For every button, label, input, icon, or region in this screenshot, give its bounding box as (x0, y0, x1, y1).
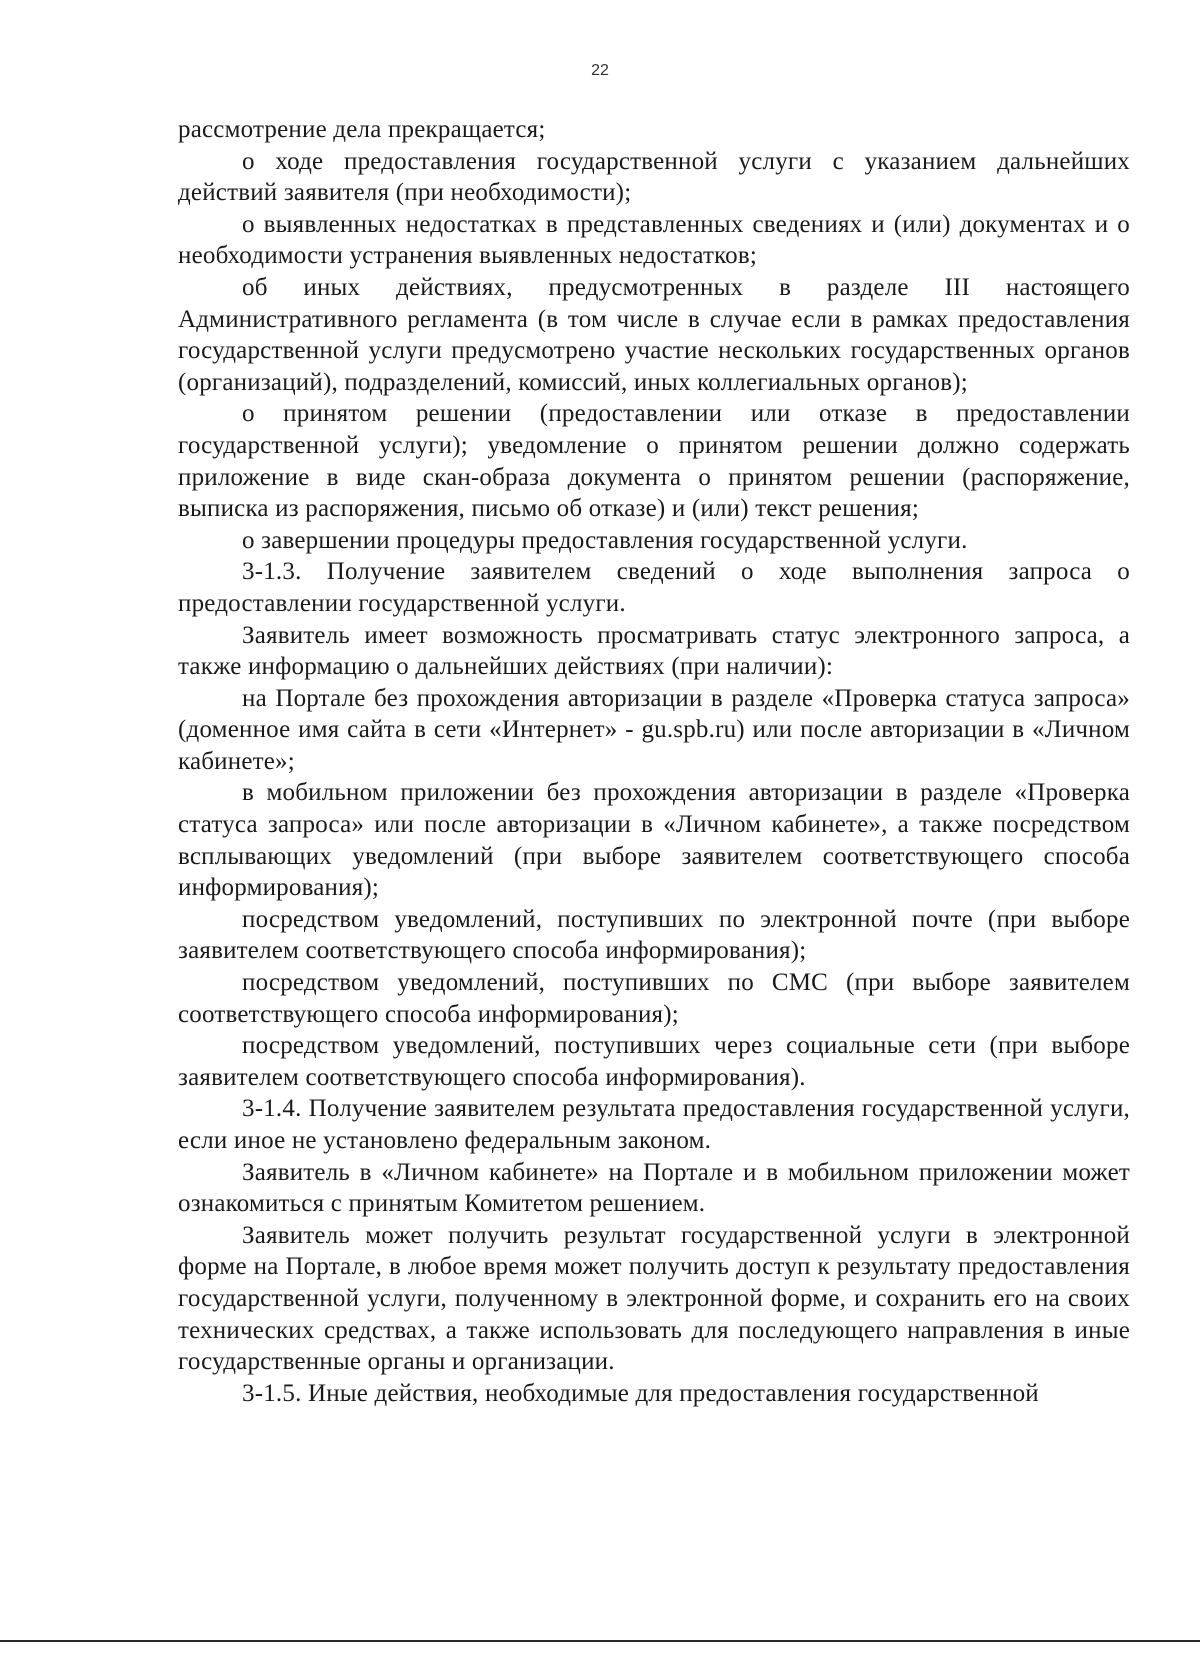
paragraph-17: 3-1.5. Иные действия, необходимые для предоставления государственной (242, 1379, 1039, 1407)
paragraph-6: о завершении процедуры предоставления государственной услуги. (242, 526, 968, 554)
paragraph-7: 3-1.3. Получение заявителем сведений о ходе выполнения запроса о предоставлении государственной услуги. (178, 558, 1130, 617)
paragraph-8: Заявитель имеет возможность просматривать статус электронного запроса, а также информацию о дальнейших действиях (при наличии): (178, 621, 1130, 681)
paragraph-16: Заявитель может получить результат государственной услуги в электронной форме на Портале, в любое время может получить доступ к результату предоставления государственной услуги, полученному в электронной форме, и сохранить его на своих технических средствах, а также использовать для последующего направления в иные государственные органы и организации. (178, 1221, 1130, 1376)
paragraph-4: об иных действиях, предусмотренных в разделе III настоящего Административного регламента (в том числе в случае если в рамках предоставления государственной услуги предусмотрено участие нескольких государственных органов (организаций), подразделений, комиссий, иных коллегиальных органов); (178, 273, 1130, 396)
paragraph-9: на Портале без прохождения авторизации в разделе «Проверка статуса запроса» (доменное имя сайта в сети «Интернет» - gu.spb.ru) или после авторизации в «Личном кабинете»; (178, 684, 1130, 775)
paragraph-3: о выявленных недостатках в представленных сведениях и (или) документах и о необходимости устранения выявленных недостатков; (178, 210, 1130, 270)
paragraph-15: Заявитель в «Личном кабинете» на Портале и в мобильном приложении может ознакомиться с принятым Комитетом решением. (178, 1158, 1130, 1218)
scan-edge-line (0, 1640, 1200, 1642)
paragraph-14: 3-1.4. Получение заявителем результата предоставления государственной услуги, если иное не установлено федеральным законом. (178, 1095, 1130, 1154)
paragraph-10: в мобильном приложении без прохождения авторизации в разделе «Проверка статуса запроса» или после авторизации в «Личном кабинете», а также посредством всплывающих уведомлений (при выборе заявителем соответствующего способа информирования); (178, 779, 1130, 902)
document-body (178, 114, 1130, 1409)
page-number: 22 (591, 62, 609, 79)
paragraph-13: посредством уведомлений, поступивших через социальные сети (при выборе заявителем соответствующего способа информирования). (178, 1032, 1130, 1091)
paragraph-1: рассмотрение дела прекращается; (178, 116, 546, 143)
paragraph-11: посредством уведомлений, поступивших по электронной почте (при выборе заявителем соответствующего способа информирования); (178, 905, 1130, 965)
paragraph-5: о принятом решении (предоставлении или отказе в предоставлении государственной услуги); уведомление о принятом решении должно содержать приложение в виде скан-образа документа о принятом решении (распоряжение, выписка из распоряжения, письмо об отказе) и (или) текст решения; (178, 400, 1130, 523)
paragraph-12: посредством уведомлений, поступивших по СМС (при выборе заявителем соответствующего способа информирования); (178, 969, 1130, 1028)
paragraph-2: о ходе предоставления государственной услуги с указанием дальнейших действий заявителя (при необходимости); (178, 147, 1130, 207)
